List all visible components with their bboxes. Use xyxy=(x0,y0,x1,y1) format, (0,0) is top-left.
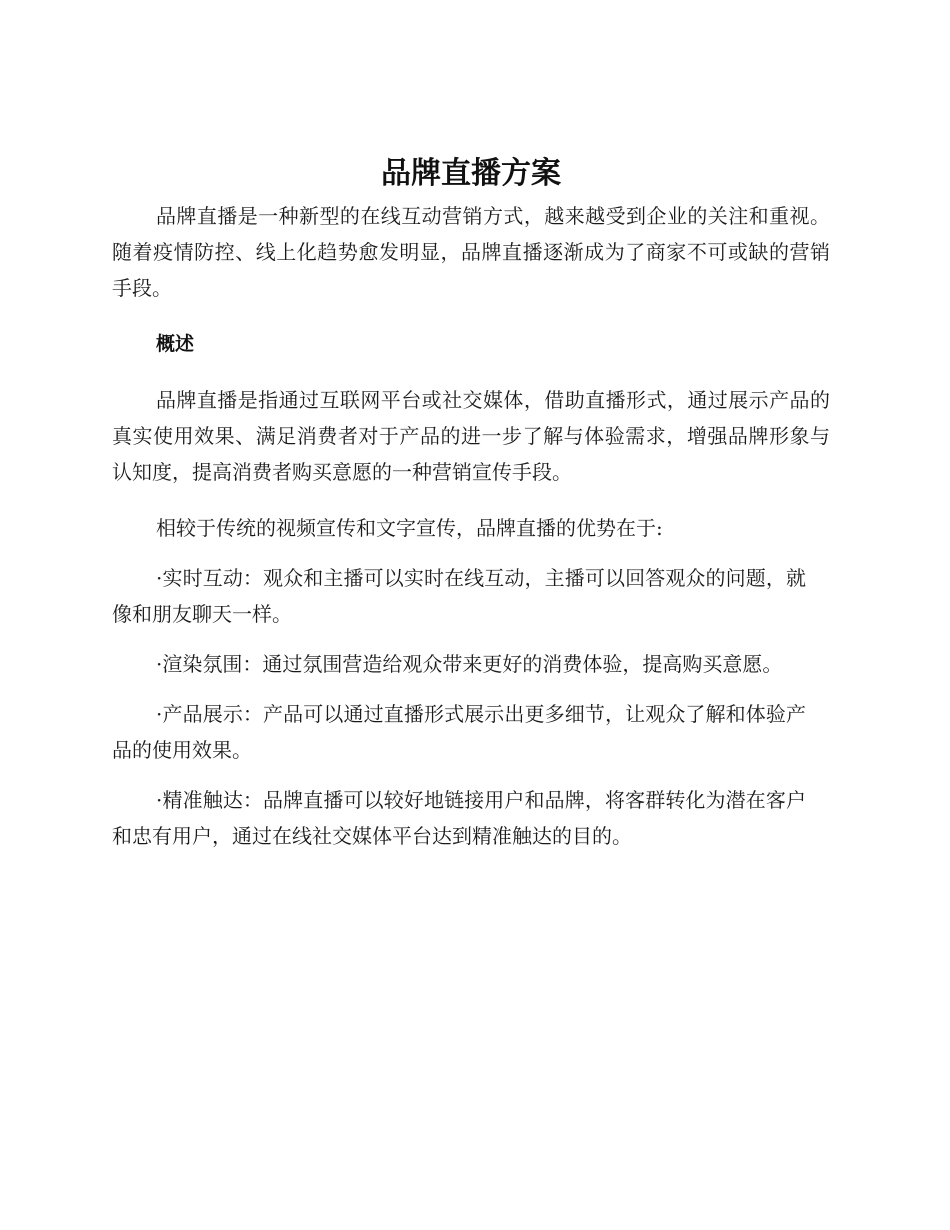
document-title: 品牌直播方案 xyxy=(381,156,561,191)
list-item-text: 产品展示：产品可以通过直播形式展示出更多细节，让观众了解和体验产品的使用效果。 xyxy=(112,702,806,762)
list-item xyxy=(112,782,830,854)
list-item xyxy=(112,560,830,632)
intro-paragraph: 品牌直播是一种新型的在线互动营销方式，越来越受到企业的关注和重视。随着疫情防控、线上化趋势愈发明显，品牌直播逐渐成为了商家不可或缺的营销手段。 xyxy=(112,204,830,300)
bullet-marker: · xyxy=(156,788,163,812)
list-item xyxy=(112,696,830,768)
document-body xyxy=(112,150,830,854)
list-item-text: 渲染氛围：通过氛围营造给观众带来更好的消费体验，提高购买意愿。 xyxy=(162,652,783,676)
bullet-marker: · xyxy=(156,702,163,726)
list-item-text: 实时互动：观众和主播可以实时在线互动，主播可以回答观众的问题，就像和朋友聊天一样。 xyxy=(112,566,806,626)
bullet-marker: · xyxy=(156,652,163,676)
advantages-list xyxy=(112,560,830,854)
list-item-text: 精准触达：品牌直播可以较好地链接用户和品牌，将客群转化为潜在客户和忠有用户，通过在线社交媒体平台达到精准触达的目的。 xyxy=(112,788,806,848)
list-item xyxy=(112,646,830,682)
advantages-intro-paragraph: 相较于传统的视频宣传和文字宣传，品牌直播的优势在于: xyxy=(156,516,663,540)
overview-paragraph: 品牌直播是指通过互联网平台或社交媒体，借助直播形式，通过展示产品的真实使用效果、满足消费者对于产品的进一步了解与体验需求，增强品牌形象与认知度，提高消费者购买意愿的一种营销宣传手段。 xyxy=(112,388,830,484)
section-heading-overview: 概述 xyxy=(156,333,195,355)
bullet-marker: · xyxy=(156,566,163,590)
